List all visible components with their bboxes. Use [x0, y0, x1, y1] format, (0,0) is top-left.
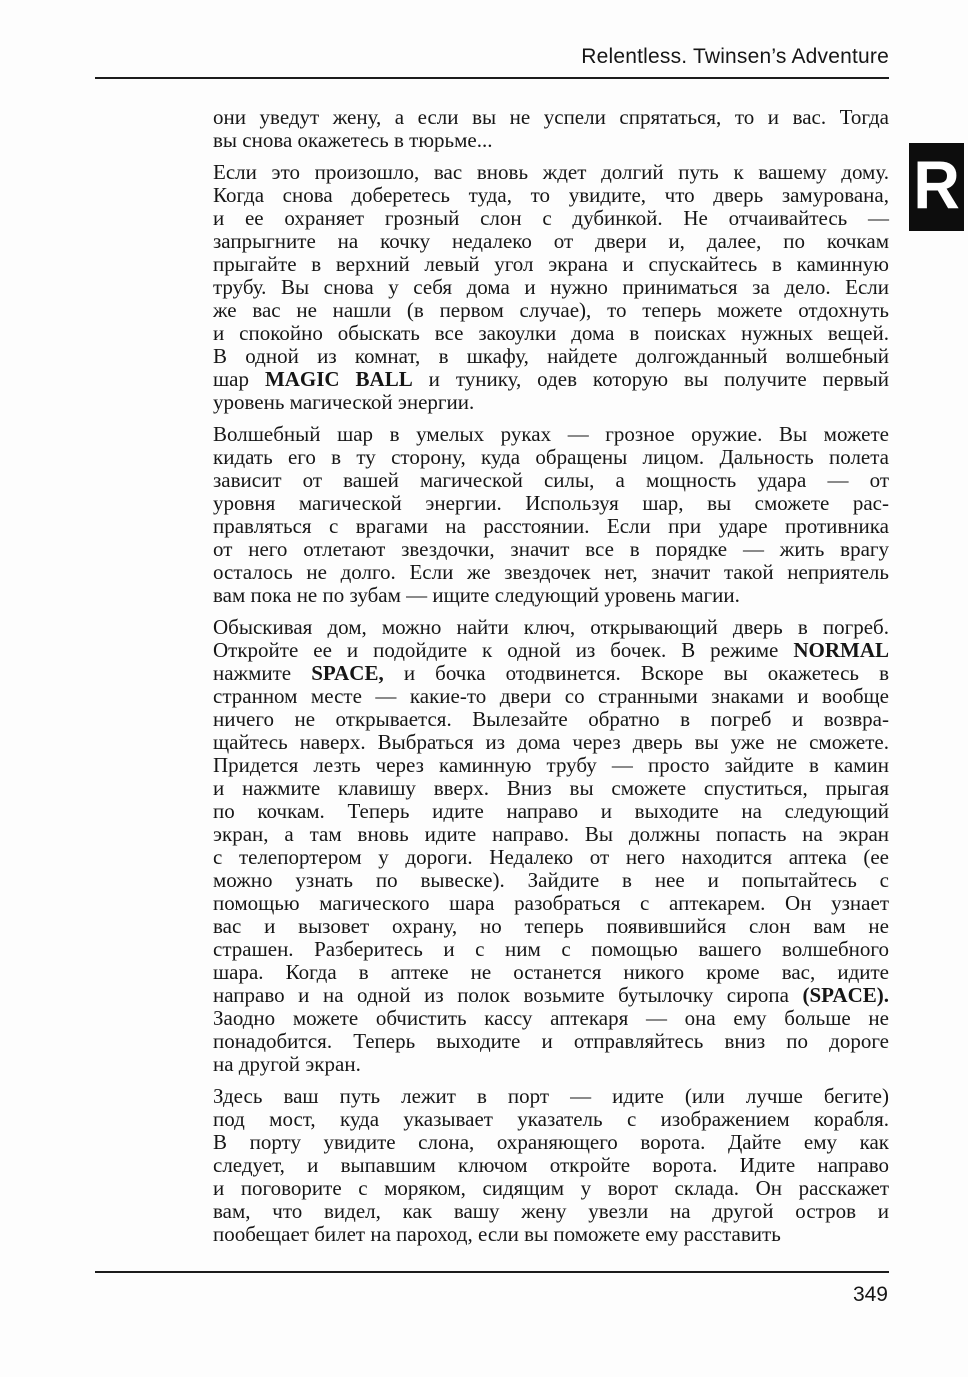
- text-line: под мост, куда указывает указатель с изображением корабля.: [213, 1107, 889, 1131]
- paragraph: [213, 616, 889, 1076]
- text-line: и нажмите клавишу вверх. Вниз вы сможете спуститься, прыгая: [213, 776, 889, 800]
- text-line: осталось не долго. Если же звездочек нет, значит такой неприятель: [213, 560, 889, 584]
- text-line: от него отлетают звездочки, значит все в порядке — жить врагу: [213, 537, 889, 561]
- text-line: Придется лезть через каминную трубу — просто зайдите в камин: [213, 753, 889, 777]
- text-line: и ее охраняет грозный слон с дубинкой. Не отчаивайтесь —: [213, 206, 889, 230]
- text-line: помощью магического шара разобраться с аптекарем. Он узнает: [213, 891, 889, 915]
- chapter-tab-letter: R: [913, 147, 960, 223]
- text-line: Заодно можете обчистить кассу аптекаря — она ему больше не: [213, 1006, 889, 1030]
- running-head-title: Relentless. Twinsen’s Adventure: [581, 45, 889, 68]
- text-line: понадобится. Теперь выходите и отправляйтесь вниз по дороге: [213, 1029, 889, 1053]
- text-line: ничего не открывается. Вылезайте обратно в погреб и возвра-: [213, 707, 889, 731]
- text-line: и спокойно обыскать все закоулки дома в поисках нужных вещей.: [213, 321, 889, 345]
- text-line: Если это произошло, вас вновь ждет долгий путь к вашему дому.: [213, 160, 889, 184]
- text-line: Обыскивая дом, можно найти ключ, открывающий дверь в погреб.: [213, 615, 889, 639]
- text-line: запрыгните на кочку недалеко от двери и, далее, по кочкам: [213, 229, 889, 253]
- text-line: кидать его в ту сторону, куда обращены лицом. Дальность полета: [213, 445, 889, 469]
- header-rule: [95, 77, 889, 79]
- text-line: вам пока не по зубам — ищите следующий уровень магии.: [213, 583, 740, 607]
- text-line: трубу. Вы снова у себя дома и нужно приниматься за дело. Если: [213, 275, 889, 299]
- footer-rule: [95, 1271, 889, 1273]
- text-line: Волшебный шар в умелых руках — грозное оружие. Вы можете: [213, 422, 889, 446]
- text-line: шар MAGIC BALL и тунику, одев которую вы получите первый: [213, 367, 889, 391]
- text-line: Откройте ее и подойдите к одной из бочек. В режиме NORMAL: [213, 638, 889, 662]
- text-line: уровня магической энергии. Используя шар, вы сможете рас-: [213, 491, 889, 515]
- page-number: 349: [852, 1283, 888, 1306]
- text-line: вас и вызовет охрану, но теперь появившийся слон вам не: [213, 914, 889, 938]
- chapter-thumb-tab: [909, 143, 964, 231]
- text-line: нажмите SPACE, и бочка отодвинется. Вскоре вы окажетесь в: [213, 661, 889, 685]
- text-line: они уведут жену, а если вы не успели спрятаться, то и вас. Тогда: [213, 105, 889, 129]
- text-line: направо и на одной из полок возьмите бутылочку сиропа (SPACE).: [213, 983, 889, 1007]
- text-line: щайтесь наверх. Выбраться из дома через дверь вы уже не сможете.: [213, 730, 889, 754]
- text-line: правляться с врагами на расстоянии. Если при ударе противника: [213, 514, 889, 538]
- text-line: прыгайте в верхний левый угол экрана и спускайтесь в каминную: [213, 252, 889, 276]
- text-line: же вас не нашли (в первом случае), то теперь можете отдохнуть: [213, 298, 889, 322]
- text-line: страшен. Разберитесь и с ним с помощью вашего волшебного: [213, 937, 889, 961]
- text-line: зависит от вашей магической силы, а мощность удара — от: [213, 468, 889, 492]
- text-line: странном месте — какие-то двери со странными знаками и вообще: [213, 684, 889, 708]
- text-line: вам, что видел, как вашу жену увезли на другой остров и: [213, 1199, 889, 1223]
- text-line: с телепортером у дороги. Недалеко от него находится аптека (ее: [213, 845, 889, 869]
- text-line: вы снова окажетесь в тюрьме...: [213, 128, 493, 152]
- text-line: шара. Когда в аптеке не останется никого кроме вас, идите: [213, 960, 889, 984]
- paragraph: [213, 1085, 889, 1246]
- text-line: Здесь ваш путь лежит в порт — идите (или лучше бегите): [213, 1084, 889, 1108]
- text-line: на другой экран.: [213, 1052, 361, 1076]
- text-line: следует, и выпавшим ключом откройте ворота. Идите направо: [213, 1153, 889, 1177]
- text-line: можно узнать по вывеске). Зайдите в нее и попытайтесь с: [213, 868, 889, 892]
- text-line: В одной из комнат, в шкафу, найдете долгожданный волшебный: [213, 344, 889, 368]
- text-line: В порту увидите слона, охраняющего ворота. Дайте ему как: [213, 1130, 889, 1154]
- text-line: по кочкам. Теперь идите направо и выходите на следующий: [213, 799, 889, 823]
- text-line: уровень магической энергии.: [213, 390, 475, 414]
- body-text: [213, 106, 889, 1246]
- text-line: Когда снова доберетесь туда, то увидите, что дверь замурована,: [213, 183, 889, 207]
- text-line: и поговорите с моряком, сидящим у ворот склада. Он расскажет: [213, 1176, 889, 1200]
- paragraph: [213, 106, 889, 152]
- paragraph: [213, 161, 889, 414]
- paragraph: [213, 423, 889, 607]
- text-line: экран, а там вновь идите направо. Вы должны попасть на экран: [213, 822, 889, 846]
- text-line: пообещает билет на пароход, если вы поможете ему расставить: [213, 1222, 781, 1246]
